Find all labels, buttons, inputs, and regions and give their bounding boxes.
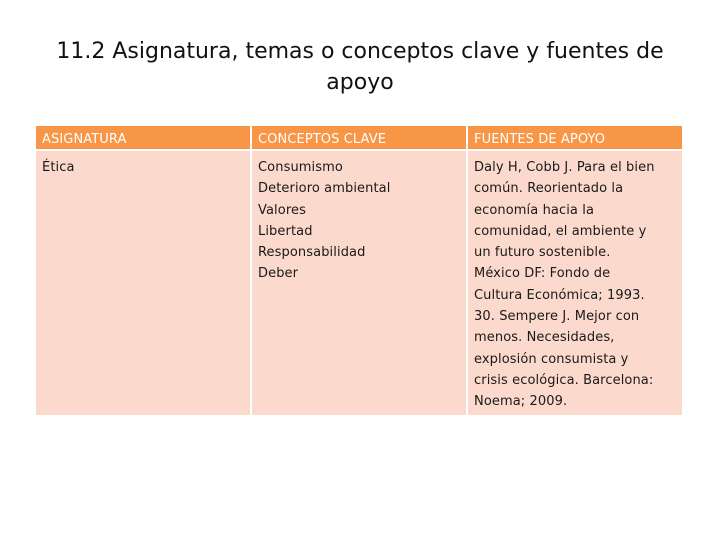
concepto-item: Valores — [258, 202, 306, 218]
fuente-line: comunidad, el ambiente y — [474, 223, 647, 239]
fuente-line: Noema; 2009. — [474, 394, 568, 410]
slide-title-line-1: 11.2 Asignatura, temas o conceptos clave y fuentes de — [56, 39, 664, 64]
fuente-line: Daly H, Cobb J. Para el bien — [474, 160, 655, 175]
table-row — [36, 151, 684, 417]
fuente-line: Cultura Económica; 1993. — [474, 287, 645, 303]
fuente-line: explosión consumista y — [474, 351, 629, 367]
slide-title — [30, 36, 690, 98]
fuente-line: crisis ecológica. Barcelona: — [474, 372, 654, 388]
fuente-line: 30. Sempere J. Mejor con — [474, 309, 640, 325]
header-fuentes-de-apoyo: FUENTES DE APOYO — [468, 126, 684, 151]
fuente-line: menos. Necesidades, — [474, 330, 615, 346]
table-header-row — [36, 126, 684, 151]
subjects-table — [36, 126, 684, 417]
header-asignatura: ASIGNATURA — [36, 126, 252, 151]
cell-fuentes — [468, 151, 684, 417]
fuente-line: común. Reorientado la — [474, 181, 624, 197]
header-conceptos-clave: CONCEPTOS CLAVE — [252, 126, 468, 151]
fuente-line: un futuro sostenible. — [474, 245, 611, 261]
cell-asignatura — [36, 151, 252, 417]
asignatura-value: Ética — [42, 160, 75, 175]
fuente-line: México DF: Fondo de — [474, 266, 611, 282]
concepto-item: Consumismo — [258, 160, 343, 175]
concepto-item: Deterioro ambiental — [258, 181, 391, 197]
fuente-line: economía hacia la — [474, 202, 595, 218]
concepto-item: Responsabilidad — [258, 245, 366, 261]
concepto-item: Libertad — [258, 223, 313, 239]
concepto-item: Deber — [258, 266, 299, 282]
cell-conceptos — [252, 151, 468, 417]
slide-title-line-2: apoyo — [326, 70, 394, 95]
